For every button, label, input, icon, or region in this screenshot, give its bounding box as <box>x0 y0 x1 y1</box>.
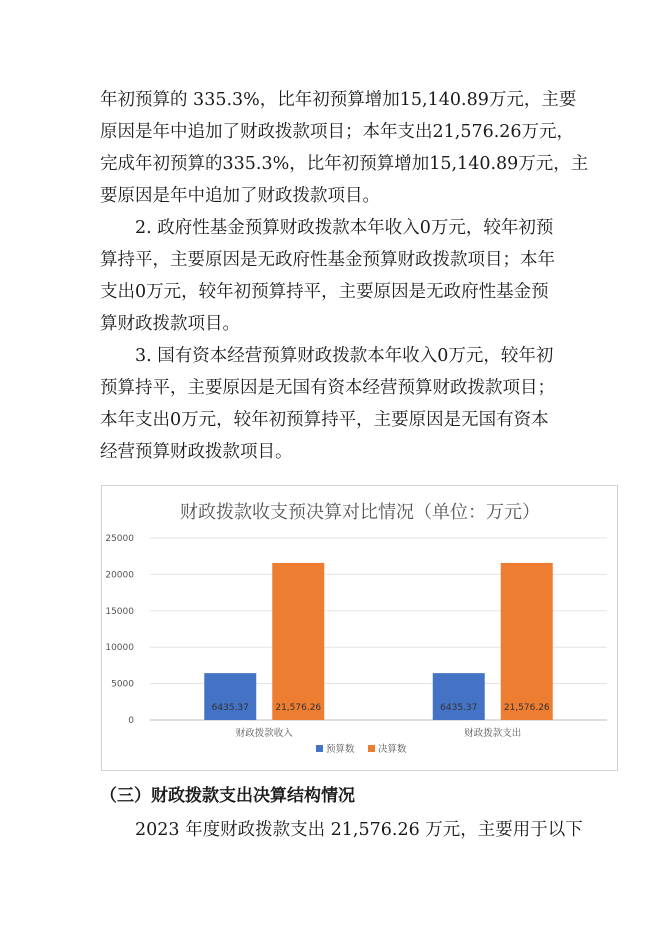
legend-swatch <box>368 745 375 752</box>
data-label: 6435.37 <box>211 703 249 713</box>
paragraph-1 <box>100 84 589 212</box>
text-line: 年初预算的 335.3%，比年初预算增加15,140.89万元，主要 <box>100 90 577 110</box>
y-tick-label: 0 <box>128 716 134 726</box>
legend-label: 预算数 <box>326 744 355 755</box>
y-tick-label: 20000 <box>105 570 134 581</box>
bar-actual <box>272 563 324 720</box>
y-tick-label: 15000 <box>105 606 134 617</box>
text-line: 要原因是年中追加了财政拨款项目。 <box>100 186 380 206</box>
data-label: 21,576.26 <box>275 703 322 713</box>
y-tick-label: 5000 <box>111 679 134 690</box>
bar-actual <box>501 563 553 720</box>
text-line: 算持平，主要原因是无政府性基金预算财政拨款项目；本年 <box>100 250 555 270</box>
paragraph-4-first-line: 2023 年度财政拨款支出 21,576.26 万元，主要用于以下 <box>100 820 583 840</box>
x-category-label: 财政拨款支出 <box>464 728 522 739</box>
text-line: 完成年初预算的335.3%，比年初预算增加15,140.89万元，主 <box>100 154 589 174</box>
text-line: 经营预算财政拨款项目。 <box>100 442 293 462</box>
section-heading: （三）财政拨款支出决算结构情况 <box>100 786 355 806</box>
y-tick-label: 25000 <box>105 534 134 544</box>
data-label: 6435.37 <box>440 703 478 713</box>
chart-title: 财政拨款收支预决算对比情况（单位：万元） <box>180 502 540 523</box>
text-line: 支出0万元，较年初预算持平，主要原因是无政府性基金预 <box>100 282 549 302</box>
budget-comparison-chart <box>101 485 618 771</box>
paragraph-3 <box>100 340 570 468</box>
text-line: 本年支出0万元，较年初预算持平，主要原因是无国有资本 <box>100 410 549 430</box>
text-line: 原因是年中追加了财政拨款项目；本年支出21,576.26万元， <box>100 122 575 142</box>
paragraph-2 <box>100 212 570 340</box>
text-line: 算财政拨款项目。 <box>100 314 240 334</box>
text-line: 3. 国有资本经营预算财政拨款本年收入0万元，较年初 <box>100 346 554 366</box>
y-tick-label: 10000 <box>105 643 134 654</box>
text-line: 预算持平，主要原因是无国有资本经营预算财政拨款项目； <box>100 378 555 398</box>
x-category-label: 财政拨款收入 <box>235 728 293 739</box>
data-label: 21,576.26 <box>503 703 550 713</box>
chart-canvas <box>102 486 617 770</box>
legend-swatch <box>316 745 323 752</box>
legend-label: 决算数 <box>378 744 407 755</box>
text-line: 2. 政府性基金预算财政拨款本年收入0万元，较年初预 <box>100 218 554 238</box>
